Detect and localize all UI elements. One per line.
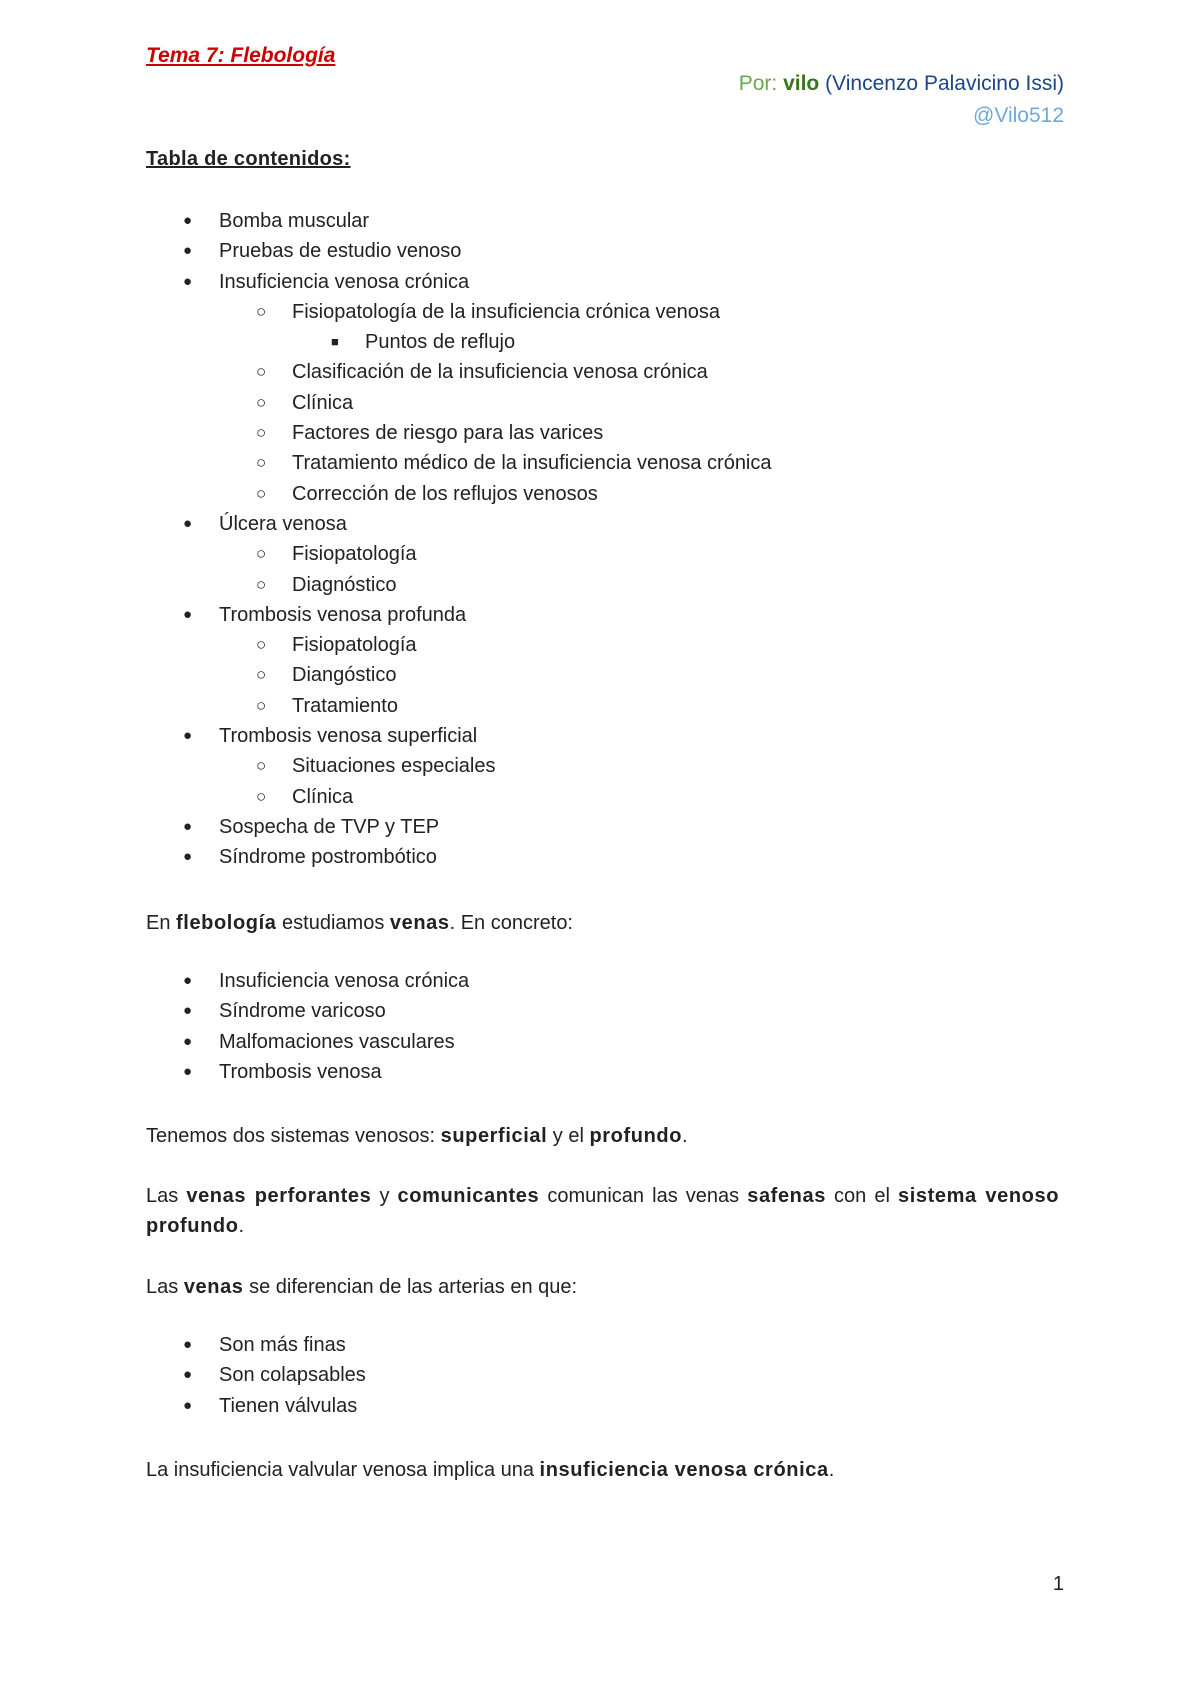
- perforantes-bold: sistema venoso profundo: [146, 1185, 1060, 1237]
- list-item-text: Úlcera venosa: [219, 512, 347, 535]
- perforantes-bold: venas perforantes: [186, 1185, 372, 1207]
- bullet-circle-icon: ○: [256, 665, 267, 685]
- bullet-circle-icon: ○: [256, 786, 267, 806]
- systems-paragraph: [146, 1121, 1059, 1151]
- bullet-circle-icon: ○: [256, 695, 267, 715]
- list-item: [146, 1057, 469, 1087]
- systems-bold: superficial: [440, 1125, 548, 1147]
- bullet-circle-icon: ○: [256, 423, 267, 443]
- list-item: [146, 539, 772, 569]
- list-item-text: Son más finas: [219, 1334, 346, 1356]
- list-item: [146, 297, 772, 327]
- list-item: [146, 509, 772, 539]
- bullet-disc-icon: ●: [183, 1032, 193, 1050]
- list-item: [146, 721, 772, 751]
- bullet-circle-icon: ○: [256, 301, 267, 321]
- list-item: [146, 782, 772, 812]
- list-item-text: Insuficiencia venosa crónica: [219, 970, 470, 992]
- bullet-disc-icon: ●: [183, 1002, 193, 1020]
- differences-bold: venas: [183, 1276, 244, 1298]
- list-item-text: Síndrome varicoso: [219, 1000, 386, 1023]
- list-item-text: Tratamiento médico de la insuficiencia venosa crónica: [292, 452, 772, 475]
- perforantes-text: con el: [825, 1185, 899, 1207]
- author-line: [739, 72, 1064, 96]
- perforantes-text: comunican las venas: [539, 1185, 748, 1207]
- bullet-disc-icon: ●: [183, 1062, 193, 1080]
- list-item-text: Sospecha de TVP y TEP: [219, 815, 440, 838]
- list-item: [146, 630, 772, 660]
- systems-text: .: [682, 1125, 688, 1147]
- list-item-text: Corrección de los reflujos venosos: [292, 482, 598, 505]
- differences-paragraph: [146, 1272, 1059, 1302]
- perforantes-text: Las: [146, 1185, 187, 1207]
- list-item-text: Clínica: [292, 785, 354, 808]
- list-item: [146, 236, 772, 266]
- conclusion-text: .: [828, 1459, 835, 1481]
- list-item-text: Malfomaciones vasculares: [219, 1030, 455, 1053]
- list-item: [146, 996, 469, 1026]
- intro-paragraph: [146, 908, 1059, 938]
- bullet-disc-icon: ●: [183, 212, 193, 229]
- intro-bold: flebología: [176, 912, 277, 934]
- list-item-text: Insuficiencia venosa crónica: [219, 270, 470, 293]
- list-item-text: Fisiopatología: [292, 634, 417, 657]
- page-number: 1: [1052, 1573, 1064, 1595]
- list-item: [146, 812, 772, 842]
- bullet-disc-icon: ●: [183, 848, 193, 866]
- bullet-circle-icon: ○: [256, 453, 267, 473]
- systems-bold: profundo: [589, 1125, 683, 1147]
- bullet-disc-icon: ●: [183, 605, 193, 623]
- systems-text: Tenemos dos sistemas venosos:: [146, 1125, 441, 1147]
- bullet-disc-icon: ●: [183, 1396, 193, 1414]
- list-item: [146, 570, 772, 600]
- intro-text: estudiamos: [276, 912, 390, 934]
- list-item: [146, 966, 469, 996]
- list-item: [146, 1391, 366, 1421]
- list-item-text: Clasificación de la insuficiencia venosa crónica: [292, 361, 708, 384]
- author-handle: @Vilo512: [973, 104, 1064, 127]
- list-item-text: Tratamiento: [292, 694, 398, 717]
- toc-heading: Tabla de contenidos:: [146, 148, 351, 170]
- list-item-text: Tienen válvulas: [219, 1394, 358, 1417]
- bullet-disc-icon: ●: [183, 514, 193, 532]
- perforantes-text: .: [238, 1215, 245, 1237]
- conclusion-paragraph: [146, 1455, 1059, 1485]
- bullet-disc-icon: ●: [183, 1366, 193, 1384]
- bullet-circle-icon: ○: [256, 392, 267, 412]
- toc-list: [146, 206, 772, 873]
- list-item: [146, 206, 772, 236]
- intro-text: . En concreto:: [449, 912, 573, 934]
- list-item-text: Fisiopatología: [292, 543, 417, 566]
- list-item-text: Síndrome postrombótico: [219, 846, 437, 869]
- bullet-circle-icon: ○: [256, 635, 267, 655]
- list-item-text: Clínica: [292, 391, 354, 414]
- list-item-text: Trombosis venosa: [219, 1060, 382, 1083]
- bullet-disc-icon: ●: [183, 272, 193, 290]
- differences-text: se diferencian de las arterias en que:: [243, 1276, 578, 1298]
- list-item-text: Diangóstico: [292, 664, 397, 687]
- list-item: [146, 357, 772, 387]
- document-title: Tema 7: Flebología: [146, 44, 336, 67]
- list-item-text: Trombosis venosa superficial: [219, 725, 478, 748]
- list-item: [146, 1027, 469, 1057]
- list-item: [146, 1330, 366, 1360]
- list-item: [146, 842, 772, 872]
- author-prefix: Por:: [738, 72, 784, 95]
- author-name: vilo: [783, 72, 820, 95]
- bullet-circle-icon: ○: [256, 756, 267, 776]
- bullet-circle-icon: ○: [256, 574, 267, 594]
- bullet-circle-icon: ○: [256, 544, 267, 564]
- list-item-text: Diagnóstico: [292, 573, 397, 596]
- list-item: [146, 479, 772, 509]
- list-item: [146, 267, 772, 297]
- list-item: [146, 660, 772, 690]
- perforantes-paragraph: [146, 1181, 1059, 1241]
- list-item: [146, 388, 772, 418]
- list-item: [146, 600, 772, 630]
- list-item: [146, 691, 772, 721]
- list-item-text: Fisiopatología de la insuficiencia crónica venosa: [292, 300, 721, 323]
- perforantes-bold: comunicantes: [397, 1185, 540, 1207]
- bullet-square-icon: ■: [331, 334, 339, 350]
- intro-bold: venas: [389, 912, 450, 934]
- list-item-text: Factores de riesgo para las varices: [292, 422, 604, 445]
- bullet-disc-icon: ●: [183, 817, 193, 835]
- bullet-disc-icon: ●: [183, 727, 193, 745]
- author-fullname: (Vincenzo Palavicino Issi): [819, 72, 1064, 95]
- list-item-text: Bomba muscular: [219, 210, 370, 232]
- conclusion-text: La insuficiencia valvular venosa implica una: [146, 1459, 540, 1481]
- list-item: [146, 1360, 366, 1390]
- bullet-disc-icon: ●: [183, 1336, 193, 1353]
- list-item-text: Situaciones especiales: [292, 755, 496, 778]
- list-item: [146, 448, 772, 478]
- list-item: [146, 418, 772, 448]
- bullet-disc-icon: ●: [183, 972, 193, 989]
- systems-text: y el: [547, 1125, 590, 1147]
- intro-text: En: [146, 912, 177, 934]
- bullet-disc-icon: ●: [183, 242, 193, 260]
- list-item: [146, 327, 772, 357]
- bullet-circle-icon: ○: [256, 362, 267, 382]
- perforantes-bold: safenas: [747, 1185, 826, 1207]
- list-item-text: Trombosis venosa profunda: [219, 603, 467, 626]
- differences-list: [146, 1330, 366, 1421]
- conclusion-bold: insuficiencia venosa crónica: [539, 1459, 829, 1481]
- bullet-circle-icon: ○: [256, 483, 267, 503]
- list-item-text: Son colapsables: [219, 1364, 366, 1387]
- list-item-text: Puntos de reflujo: [365, 331, 516, 354]
- differences-text: Las: [146, 1276, 184, 1298]
- list-item: [146, 751, 772, 781]
- list-item-text: Pruebas de estudio venoso: [219, 240, 462, 263]
- perforantes-text: y: [371, 1185, 398, 1207]
- intro-list: [146, 966, 469, 1087]
